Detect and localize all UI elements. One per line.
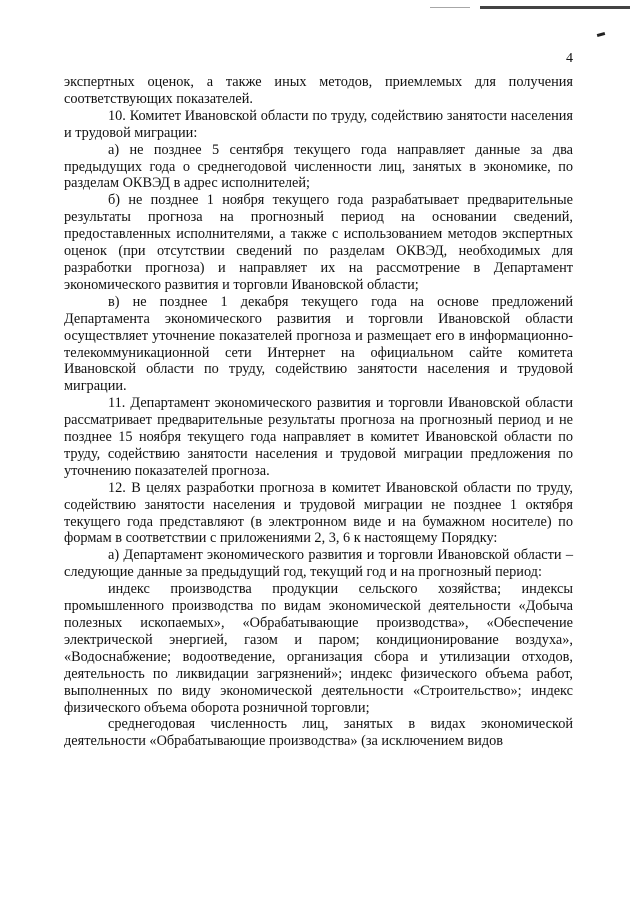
paragraph: а) Департамент экономического развития и торговли Ивановской области – следующие данные за предыдущий год, текущий год и на прогнозный период: <box>64 547 573 581</box>
paragraph: а) не позднее 5 сентября текущего года направляет данные за два предыдущих года о среднегодовой численности лиц, занятых в экономике, по разделам ОКВЭД в адрес исполнителей; <box>64 141 573 192</box>
paragraph: экспертных оценок, а также иных методов, приемлемых для получения соответствующих показателей. <box>64 74 573 107</box>
page-number: 4 <box>566 51 573 66</box>
scan-artifact-line <box>480 6 630 9</box>
paragraph: среднегодовая численность лиц, занятых в видах экономической деятельности «Обрабатывающие производства» (за исключением видов <box>64 716 573 750</box>
paragraph: в) не позднее 1 декабря текущего года на основе предложений Департамента экономического развития и торговли Ивановской области осуществляет уточнение показателей прогноза и размещает его в информационно-телекоммуникационной сети Интернет на официальном сайте комитета Ивановской области по труду, содействию занятости населения и трудовой миграции. <box>64 293 573 395</box>
scan-artifact-mark <box>597 32 606 37</box>
paragraph: 11. Департамент экономического развития и торговли Ивановской области рассматривает предварительные результаты прогноза на прогнозный период и не позднее 15 ноября текущего года направляет в комитет Ивановской области по труду, содействию занятости населения и трудовой миграции предложения по уточнению показателей прогноза. <box>64 395 573 479</box>
paragraph: 10. Комитет Ивановской области по труду, содействию занятости населения и трудовой миграции: <box>64 107 573 141</box>
paragraph: б) не позднее 1 ноября текущего года разрабатывает предварительные результаты прогноза на прогнозный период на основании сведений, предоставленных исполнителями, а также с использованием методов экспертных оценок (при отсутствии сведений по разделам ОКВЭД, необходимых для разработки прогноза) и направляет их на рассмотрение в Департамент экономического развития и торговли Ивановской области; <box>64 192 573 293</box>
scan-artifact-line <box>430 7 470 8</box>
paragraph: 12. В целях разработки прогноза в комитет Ивановской области по труду, содействию занятости населения и трудовой миграции не позднее 1 октября текущего года представляют (в электронном виде и на бумажном носителе) по формам в соответствии с приложениями 2, 3, 6 к настоящему Порядку: <box>64 479 573 547</box>
paragraph: индекс производства продукции сельского хозяйства; индексы промышленного производства по видам экономической деятельности «Добыча полезных ископаемых», «Обрабатывающие производства», «Обеспечение электрической энергией, газом и паром; кондиционирование воздуха», «Водоснабжение; водоотведение, организация сбора и утилизации отходов, деятельность по ликвидации загрязнений»; индекс физического объема работ, выполненных по виду экономической деятельности «Строительство»; индекс физического объема оборота розничной торговли; <box>64 581 573 716</box>
document-body <box>64 74 573 750</box>
